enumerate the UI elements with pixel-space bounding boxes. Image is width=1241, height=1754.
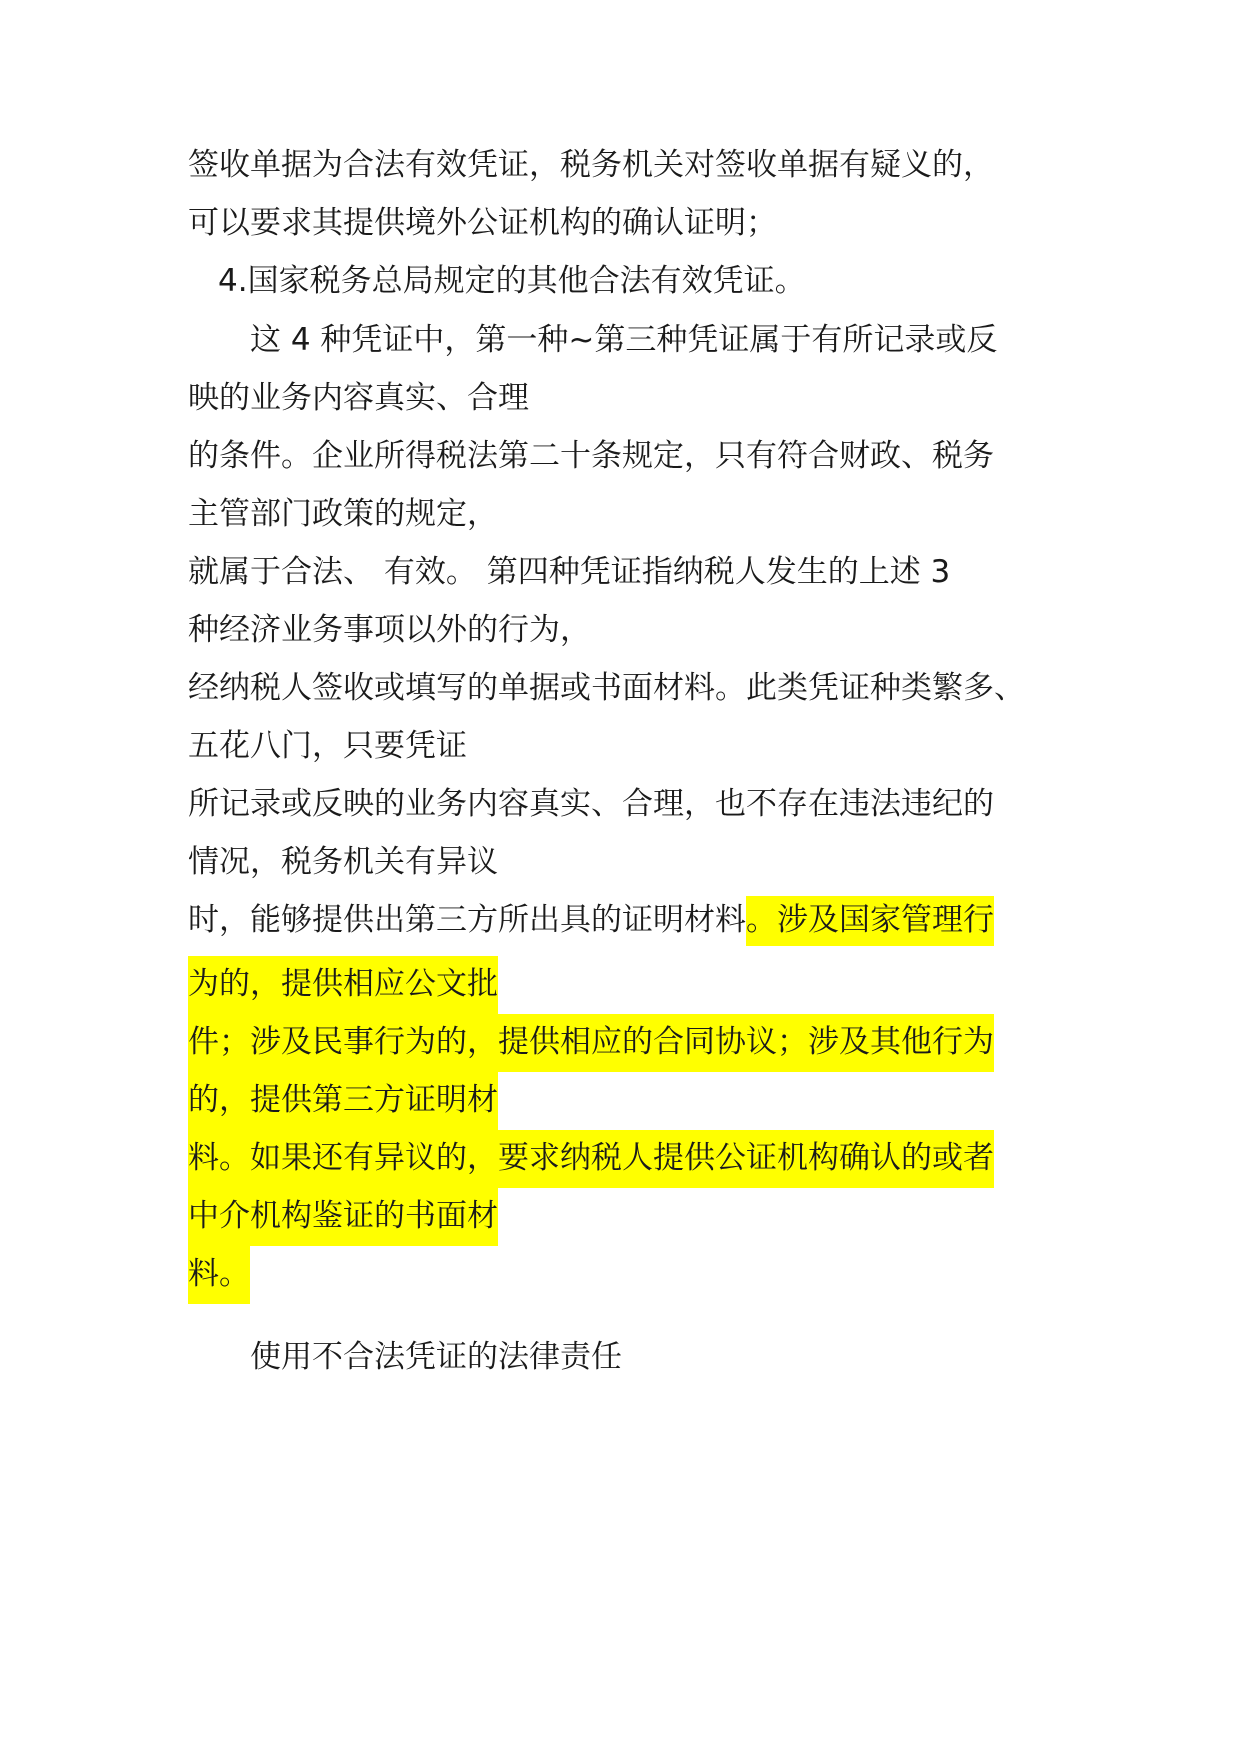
highlighted-line	[188, 1188, 498, 1232]
paragraph-line: 这 4 种凭证中，第一种~第三种凭证属于有所记录或反	[250, 322, 998, 358]
paragraph-line: 签收单据为合法有效凭证，税务机关对签收单据有疑义的，	[188, 147, 994, 183]
highlighted-text: 件；涉及民事行为的，提供相应的合同协议；涉及其他行为	[188, 1014, 994, 1072]
paragraph-line: 五花八门，只要凭证	[188, 728, 467, 764]
highlighted-text: 料。	[188, 1246, 250, 1304]
plain-text: 时，能够提供出第三方所出具的证明材料	[188, 902, 746, 938]
paragraph-line: 情况，税务机关有异议	[188, 844, 498, 880]
paragraph-line: 经纳税人签收或填写的单据或书面材料。此类凭证种类繁多、	[188, 670, 1025, 706]
paragraph-line-mixed	[188, 898, 994, 942]
highlighted-line	[188, 1014, 994, 1058]
highlighted-line	[188, 1072, 498, 1116]
highlighted-line	[188, 956, 498, 1000]
section-heading: 使用不合法凭证的法律责任	[250, 1339, 622, 1375]
highlighted-text: 的，提供第三方证明材	[188, 1072, 498, 1130]
paragraph-line: 就属于合法、 有效。 第四种凭证指纳税人发生的上述 3	[188, 554, 951, 590]
paragraph-line: 可以要求其提供境外公证机构的确认证明；	[188, 205, 777, 241]
highlighted-text: 为的，提供相应公文批	[188, 956, 498, 1014]
list-item-4: 4.国家税务总局规定的其他合法有效凭证。	[218, 263, 806, 299]
highlighted-text: 料。如果还有异议的，要求纳税人提供公证机构确认的或者	[188, 1130, 994, 1188]
highlighted-line	[188, 1246, 250, 1290]
paragraph-line: 主管部门政策的规定，	[188, 496, 498, 532]
highlighted-line	[188, 1130, 994, 1174]
paragraph-line: 种经济业务事项以外的行为，	[188, 612, 591, 648]
paragraph-line: 所记录或反映的业务内容真实、合理，也不存在违法违纪的	[188, 786, 994, 822]
paragraph-line: 的条件。企业所得税法第二十条规定，只有符合财政、税务	[188, 438, 994, 474]
highlighted-text: 中介机构鉴证的书面材	[188, 1188, 498, 1246]
paragraph-line: 映的业务内容真实、合理	[188, 380, 529, 416]
highlighted-text: 。涉及国家管理行	[746, 896, 994, 946]
